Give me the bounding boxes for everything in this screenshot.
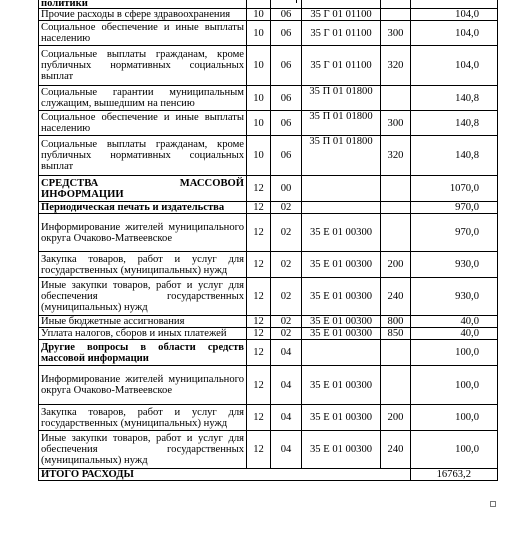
row-name: Прочие расходы в сфере здравоохранения (39, 9, 247, 21)
row-sum: 100,0 (411, 405, 498, 431)
row-expense-type: 320 (381, 136, 411, 176)
row-section: 10 (247, 21, 271, 46)
row-expense-type: 320 (381, 46, 411, 86)
table-row (39, 9, 498, 21)
row-sum: 104,0 (411, 9, 498, 21)
row-expense-type: 300 (381, 21, 411, 46)
row-subsection: 04 (271, 366, 302, 405)
expenses-table-body (39, 0, 498, 469)
total-row (39, 469, 498, 481)
table-resize-handle[interactable] (490, 501, 496, 507)
row-sum: 140,8 (411, 86, 498, 111)
row-expense-type: 200 (381, 252, 411, 278)
table-row (39, 366, 498, 405)
row-name: Социальные выплаты гражданам, кроме публичных нормативных социальных выплат (39, 46, 247, 86)
row-expense-type: 850 (381, 328, 411, 340)
row-subsection: 06 (271, 111, 302, 136)
row-section: 10 (247, 46, 271, 86)
row-section: 12 (247, 431, 271, 469)
row-name: Информирование жителей муниципального округа Очаково-Матвеевское (39, 366, 247, 405)
table-row (39, 176, 498, 202)
row-target-code: 35 П 01 01800 (302, 86, 381, 111)
row-target-code: 35 Е 01 00300 (302, 278, 381, 316)
row-sum: 40,0 (411, 328, 498, 340)
row-target-code: 35 П 01 01800 (302, 111, 381, 136)
row-section: 12 (247, 202, 271, 214)
cell-empty (302, 0, 381, 9)
row-section: 12 (247, 405, 271, 431)
row-subsection: 06 (271, 136, 302, 176)
row-section: 10 (247, 136, 271, 176)
row-sum: 930,0 (411, 252, 498, 278)
row-target-code: 35 Е 01 00300 (302, 316, 381, 328)
table-row (39, 278, 498, 316)
row-expense-type (381, 202, 411, 214)
row-name: Другие вопросы в области средств массовой информации (39, 340, 247, 366)
row-target-code (302, 176, 381, 202)
row-target-code: 35 Е 01 00300 (302, 328, 381, 340)
row-subsection: 02 (271, 328, 302, 340)
row-target-code: 35 Е 01 00300 (302, 405, 381, 431)
row-name: Иные бюджетные ассигнования (39, 316, 247, 328)
total-label: ИТОГО РАСХОДЫ (39, 469, 411, 481)
row-name: Закупка товаров, работ и услуг для государственных (муниципальных) нужд (39, 405, 247, 431)
row-name: СРЕДСТВА МАССОВОЙ ИНФОРМАЦИИ (39, 176, 247, 202)
row-target-code: 35 Е 01 00300 (302, 366, 381, 405)
row-section: 12 (247, 214, 271, 252)
row-sum: 100,0 (411, 431, 498, 469)
total-sum: 16763,2 (411, 469, 498, 481)
row-section: 12 (247, 366, 271, 405)
row-expense-type: 240 (381, 278, 411, 316)
row-sum: 140,8 (411, 136, 498, 176)
row-name: Периодическая печать и издательства (39, 202, 247, 214)
row-expense-type: 240 (381, 431, 411, 469)
table-row (39, 316, 498, 328)
table-row (39, 405, 498, 431)
row-target-code: 35 П 01 01800 (302, 136, 381, 176)
row-section: 12 (247, 340, 271, 366)
row-section: 10 (247, 86, 271, 111)
row-expense-type (381, 366, 411, 405)
row-target-code: 35 Е 01 00300 (302, 252, 381, 278)
table-row (39, 86, 498, 111)
row-expense-type: 800 (381, 316, 411, 328)
row-section: 12 (247, 328, 271, 340)
row-expense-type (381, 340, 411, 366)
row-target-code: 35 Г 01 01100 (302, 9, 381, 21)
row-sum: 100,0 (411, 340, 498, 366)
row-sum: 104,0 (411, 21, 498, 46)
row-subsection: 00 (271, 176, 302, 202)
table-row (39, 46, 498, 86)
table-row (39, 328, 498, 340)
cell-empty (271, 0, 302, 9)
row-sum: 100,0 (411, 366, 498, 405)
row-name: Иные закупки товаров, работ и услуг для обеспечения государственных (муниципальных) нужд (39, 278, 247, 316)
row-section: 12 (247, 176, 271, 202)
row-subsection: 04 (271, 405, 302, 431)
row-sum: 40,0 (411, 316, 498, 328)
row-subsection: 02 (271, 316, 302, 328)
row-name: Социальное обеспечение и иные выплаты населению (39, 21, 247, 46)
row-sum: 140,8 (411, 111, 498, 136)
row-expense-type (381, 176, 411, 202)
row-subsection: 04 (271, 431, 302, 469)
row-sum: 1070,0 (411, 176, 498, 202)
cell-empty (381, 0, 411, 9)
row-subsection: 02 (271, 214, 302, 252)
row-sum: 970,0 (411, 214, 498, 252)
row-name: Социальное обеспечение и иные выплаты населению (39, 111, 247, 136)
row-section: 10 (247, 111, 271, 136)
row-name: Информирование жителей муниципального округа Очаково-Матвеевское (39, 214, 247, 252)
row-section: 12 (247, 252, 271, 278)
row-subsection: 02 (271, 278, 302, 316)
expenses-table (38, 0, 498, 481)
row-subsection: 04 (271, 340, 302, 366)
table-row (39, 431, 498, 469)
row-section: 12 (247, 316, 271, 328)
row-subsection: 02 (271, 252, 302, 278)
row-subsection: 06 (271, 86, 302, 111)
row-sum: 104,0 (411, 46, 498, 86)
row-section: 10 (247, 9, 271, 21)
row-expense-type (381, 214, 411, 252)
table-row (39, 111, 498, 136)
table-row (39, 252, 498, 278)
row-expense-type (381, 9, 411, 21)
row-name: Социальные гарантии муниципальным служащим, вышедшим на пенсию (39, 86, 247, 111)
row-target-code: 35 Г 01 01100 (302, 21, 381, 46)
row-sum: 930,0 (411, 278, 498, 316)
continued-heading-row (39, 0, 498, 9)
row-subsection: 06 (271, 21, 302, 46)
table-row (39, 202, 498, 214)
row-sum: 970,0 (411, 202, 498, 214)
row-subsection: 06 (271, 46, 302, 86)
cell-empty (247, 0, 271, 9)
table-row (39, 340, 498, 366)
row-name: Социальные выплаты гражданам, кроме публичных нормативных социальных выплат (39, 136, 247, 176)
row-name: Иные закупки товаров, работ и услуг для обеспечения государственных (муниципальных) нужд (39, 431, 247, 469)
table-row (39, 214, 498, 252)
row-target-code (302, 340, 381, 366)
row-target-code: 35 Е 01 00300 (302, 431, 381, 469)
table-row (39, 21, 498, 46)
row-expense-type (381, 86, 411, 111)
row-subsection: 02 (271, 202, 302, 214)
row-expense-type: 200 (381, 405, 411, 431)
table-row (39, 136, 498, 176)
cell-empty (411, 0, 498, 9)
row-target-code: 35 Г 01 01100 (302, 46, 381, 86)
row-section: 12 (247, 278, 271, 316)
row-target-code (302, 202, 381, 214)
continued-heading: политики (39, 0, 247, 9)
row-target-code: 35 Е 01 00300 (302, 214, 381, 252)
row-subsection: 06 (271, 9, 302, 21)
row-name: Закупка товаров, работ и услуг для государственных (муниципальных) нужд (39, 252, 247, 278)
row-name: Уплата налогов, сборов и иных платежей (39, 328, 247, 340)
row-expense-type: 300 (381, 111, 411, 136)
